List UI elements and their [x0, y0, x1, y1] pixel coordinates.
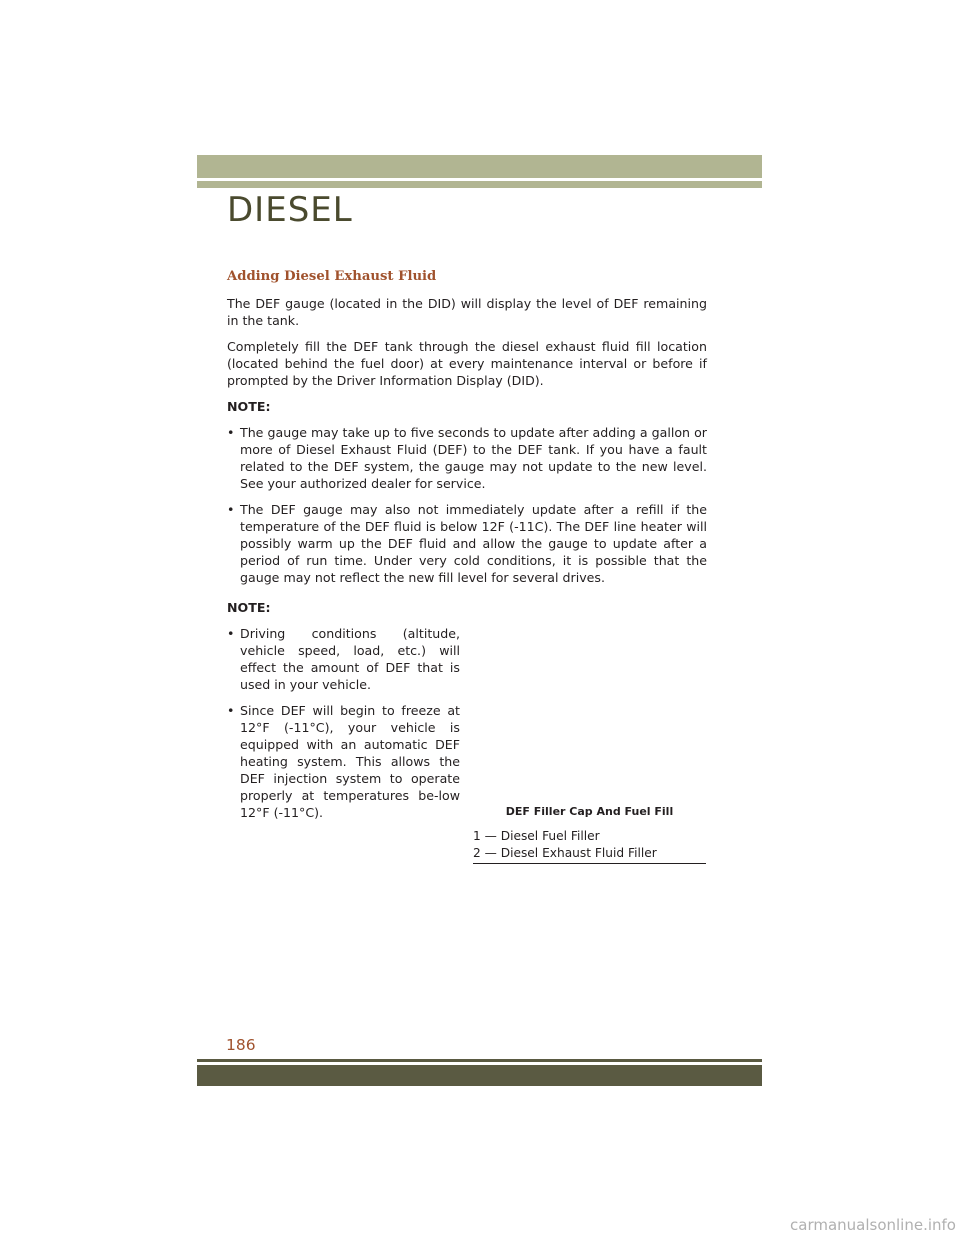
footer-band	[197, 1065, 762, 1086]
list-item-text: Since DEF will begin to freeze at 12°F (-11°C), your vehicle is equipped with an automatic DEF heating system. This allows the DEF injection system to operate properly at temperatures be-low 12°F (-11°C).	[240, 703, 460, 820]
note-list-1	[227, 424, 707, 586]
paragraph-fill-def: Completely fill the DEF tank through the diesel exhaust fluid fill location (located behind the fuel door) at every maintenance interval or before if prompted by the Driver Information Display (DID).	[227, 339, 707, 388]
legend-item: 2 — Diesel Exhaust Fluid Filler	[473, 845, 657, 860]
bullet-marker: •	[227, 703, 235, 718]
list-item	[227, 625, 460, 693]
list-item-text: Driving conditions (altitude, vehicle speed, load, etc.) will effect the amount of DEF that is used in your vehicle.	[240, 626, 460, 692]
note-label: NOTE:	[227, 600, 271, 615]
header-band	[197, 155, 762, 178]
figure-legend	[473, 828, 706, 864]
page-number: 186	[226, 1036, 256, 1054]
footer-rule	[197, 1059, 762, 1062]
paragraph-def-gauge: The DEF gauge (located in the DID) will display the level of DEF remaining in the tank.	[227, 296, 707, 328]
section-title: DIESEL	[227, 190, 353, 230]
note-label: NOTE:	[227, 399, 271, 414]
bullet-marker: •	[227, 425, 235, 440]
list-item-text: The DEF gauge may also not immediately update after a refill if the temperature of the DEF fluid is below 12F (-11C). The DEF line heater will possibly warm up the DEF fluid and allow the gauge to update after a period of run time. Under very cold conditions, it is possible that the gauge may not reflect the new fill level for several drives.	[240, 502, 707, 585]
header-band-thin	[197, 181, 762, 188]
watermark: carmanualsonline.info	[790, 1216, 956, 1234]
bullet-marker: •	[227, 502, 235, 517]
bullet-marker: •	[227, 626, 235, 641]
list-item	[227, 501, 707, 586]
legend-item: 1 — Diesel Fuel Filler	[473, 829, 600, 843]
list-item	[227, 702, 460, 821]
note-list-2	[227, 625, 460, 821]
left-column	[227, 595, 460, 830]
list-item	[227, 424, 707, 492]
section-heading: Adding Diesel Exhaust Fluid	[227, 269, 437, 284]
list-item-text: The gauge may take up to five seconds to update after adding a gallon or more of Diesel Exhaust Fluid (DEF) to the DEF tank. If you have a fault related to the DEF system, the gauge may not update to the new level. See your authorized dealer for service.	[240, 425, 707, 491]
figure-caption: DEF Filler Cap And Fuel Fill	[505, 805, 674, 818]
figure-image-area	[473, 598, 706, 794]
